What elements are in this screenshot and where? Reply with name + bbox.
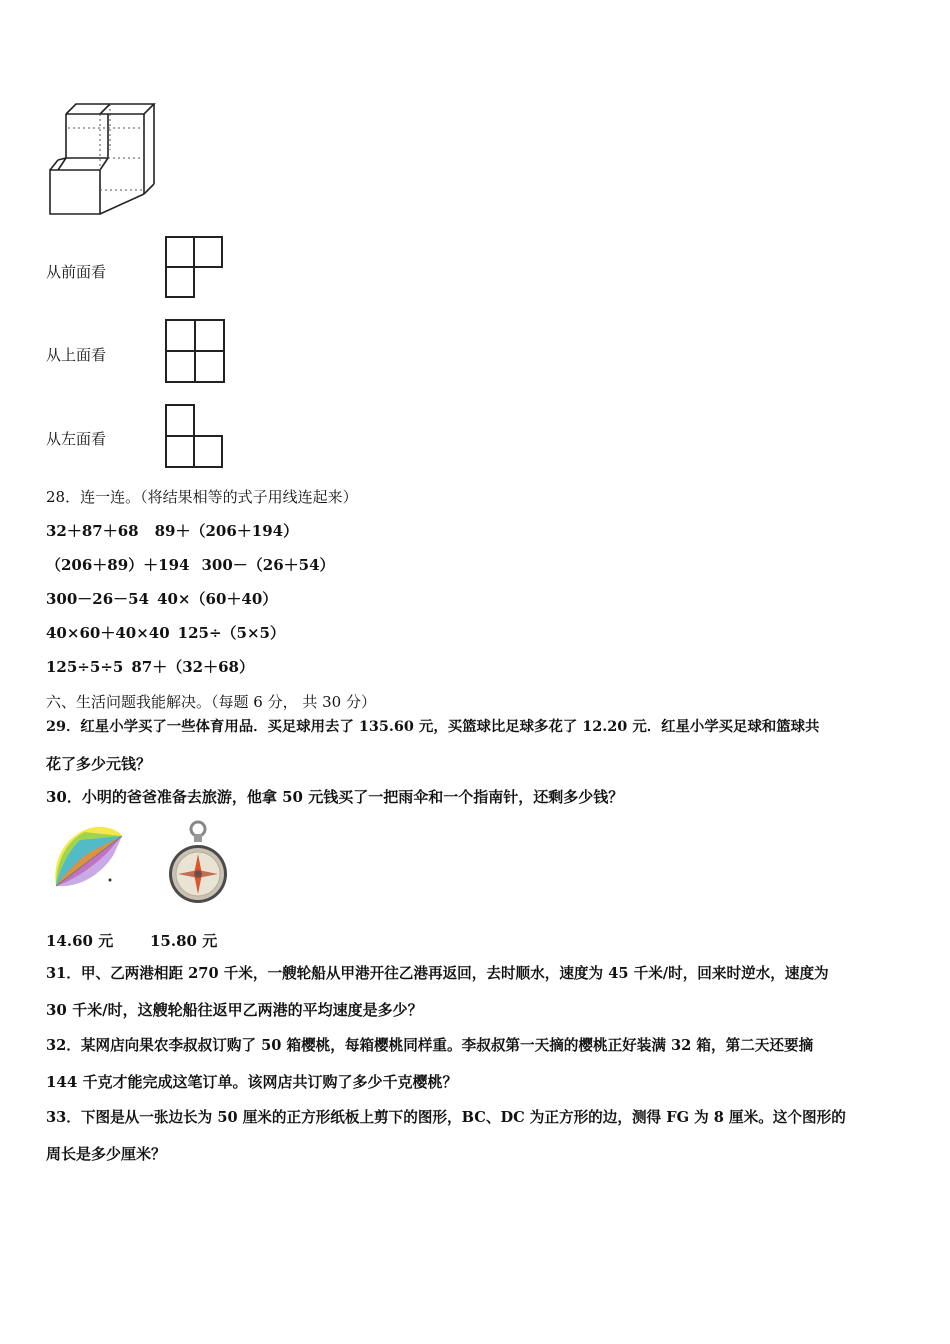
q32-line-1: 32．某网店向果农李叔叔订购了 50 箱樱桃，每箱樱桃同样重。李叔叔第一天摘的樱桃正好装满 32 箱，第二天还要摘 [46,1037,814,1054]
umbrella-price: 14.60 元 [46,932,114,950]
q28-right-expr: 89＋（206＋194） [154,522,299,540]
left-view-label: 从左面看 [46,430,107,448]
q28-right-expr: 300－（26＋54） [201,556,335,574]
compass-image [168,820,228,908]
q28-left-expr: 125÷5÷5 [46,658,124,676]
cube-figure [44,100,156,218]
q28-row-2 [46,555,335,575]
q28-row-4 [46,623,285,643]
q30-line-1: 30．小明的爸爸准备去旅游，他拿 50 元钱买了一把雨伞和一个指南针，还剩多少钱？ [46,788,624,806]
q28-row-1 [46,521,298,541]
compass-price: 15.80 元 [150,932,218,950]
q33-line-2: 周长是多少厘米？ [46,1145,167,1163]
q28-title: 28．连一连。（将结果相等的式子用线连起来） [46,488,358,506]
q28-row-5 [46,657,254,677]
q28-right-expr: 87＋（32＋68） [131,658,254,676]
front-view-figure [163,234,225,300]
q29-line-1: 29．红星小学买了一些体育用品．买足球用去了 135.60 元，买篮球比足球多花了 12.20 元．红星小学买足球和篮球共 [46,718,820,735]
q28-left-expr: 300－26－54 [46,590,150,608]
q31-line-1: 31．甲、乙两港相距 270 千米，一艘轮船从甲港开往乙港再返回，去时顺水，速度为 45 千米/时，回来时逆水，速度为 [46,965,829,982]
q28-left-expr: （206＋89）＋194 [46,556,190,574]
q29-line-2: 花了多少元钱？ [46,755,152,773]
top-view-figure [163,317,229,385]
umbrella-image [50,822,126,898]
q28-left-expr: 40×60＋40×40 [46,624,170,642]
q31-line-2: 30 千米/时，这艘轮船往返甲乙两港的平均速度是多少？ [46,1001,423,1019]
front-view-label: 从前面看 [46,263,107,281]
q28-left-expr: 32＋87＋68 [46,522,139,540]
top-view-label: 从上面看 [46,346,107,364]
section-6-title: 六、生活问题我能解决。（每题 6 分， 共 30 分） [46,693,376,711]
q28-right-expr: 40×（60＋40） [157,590,278,608]
q28-right-expr: 125÷（5×5） [177,624,285,642]
q32-line-2: 144 千克才能完成这笔订单。该网店共订购了多少千克樱桃？ [46,1073,458,1091]
q33-line-1: 33．下图是从一张边长为 50 厘米的正方形纸板上剪下的图形，BC、DC 为正方形的边，测得 FG 为 8 厘米。这个图形的 [46,1109,846,1126]
q28-row-3 [46,589,277,609]
left-view-figure [163,402,225,470]
